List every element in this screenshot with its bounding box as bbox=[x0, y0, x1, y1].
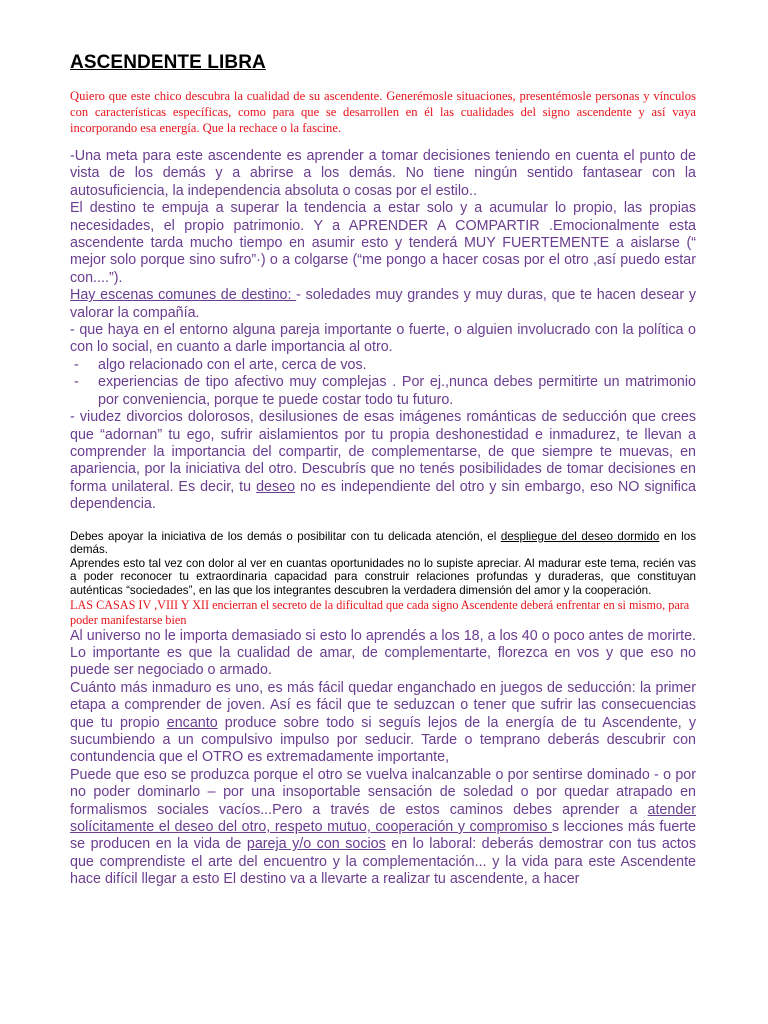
attend-desire-phrase: atender solícitamente el deseo del otro, respeto mutuo, cooperación y compromiso bbox=[70, 801, 696, 835]
paragraph-widowhood bbox=[70, 409, 696, 513]
paragraph-unreachable bbox=[70, 767, 696, 889]
widowhood-text-a: - viudez divorcios dolorosos, desilusiones de esas imágenes románticas de seducción que crees que “adornan” tu ego, sufrir aislamientos por tu propia deshonestidad e inmadurez, te llevan a comprender la importancia del compartir, de complementarse, de que siempre te muevas, en apariencia, por la iniciativa del otro. Descubrís que no tenés posibilidades de tomar decisiones en forma unilateral. Es decir, tu bbox=[70, 409, 696, 495]
paragraph-universe: Al universo no le importa demasiado si esto lo aprendés a los 18, a los 40 o poco antes de morirte. Lo importante es que la cualidad de amar, de complementarte, florezca en vos y que eso no puede ser negociado o armado. bbox=[70, 627, 696, 679]
document-page bbox=[70, 52, 696, 889]
common-scenes-text: - soledades muy grandes y muy duras, que te hacen desear y valorar la compañía. bbox=[70, 287, 696, 321]
desire-word: deseo bbox=[256, 478, 296, 495]
paragraph-goal: -Una meta para este ascendente es aprender a tomar decisiones teniendo en cuenta el punto de vista de los demás y a abrirse a los demás. No tiene ningún sentido fantasear con la autosuficiencia, la independencia absoluta o cosas por el estilo.. bbox=[70, 148, 696, 199]
dormant-desire-phrase: despliegue del deseo dormido bbox=[500, 529, 660, 543]
list-item-couple: - que haya en el entorno alguna pareja importante o fuerte, o alguien involucrado con la política o con lo social, en cuanto a darle importancia al otro. bbox=[70, 322, 696, 356]
intro-paragraph: Quiero que este chico descubra la cualidad de su ascendente. Generémosle situaciones, presentémosle personas y vínculos con características específicas, como para que se desarrollen en él las cualidades del signo ascendente y así vaya incorporando esa energía. Que la rechace o la fascine. bbox=[70, 89, 696, 135]
common-scenes-heading: Hay escenas comunes de destino: bbox=[70, 287, 297, 304]
list-item-affective bbox=[70, 374, 696, 409]
paragraph-common-scenes bbox=[70, 287, 696, 322]
immaturity-text-a: Cuánto más inmaduro es uno, es más fácil quedar enganchado en juegos de seducción: la primer etapa a comprender de joven. Así es fácil que te seduzcan o tener que sufrir las consecuencias que tu propio bbox=[70, 679, 696, 731]
support-text-b: en los demás. bbox=[70, 529, 696, 557]
paragraph-learning: Aprendes esto tal vez con dolor al ver en cuantas oportunidades no lo supiste apreciar. Al madurar este tema, recién vas a poder reconocer tu extraordinaria capacidad para construir relaciones profundas y duraderas, que constituyan auténticas “sociedades”, en las que los integrantes descubren la verdadera dimensión del amor y la cooperación. bbox=[70, 556, 696, 597]
paragraph-immaturity bbox=[70, 680, 696, 767]
unreachable-text-a: Puede que eso se produzca porque el otro se vuelva inalcanzable o por sentirse dominado - o por no poder dominarlo – por una insoportable sensación de soledad o por quedar atrapado en formalismos sociales vacíos...Pero a través de estos caminos debes aprender a bbox=[70, 766, 696, 818]
unreachable-text-c: en lo laboral: deberás demostrar con tus actos que comprendiste el arte del encuentro y la complementación... y la vida para este Ascendente hace difícil llegar a esto El destino va a llevarte a realizar tu ascendente, a hacer bbox=[70, 836, 696, 888]
charm-word: encanto bbox=[166, 714, 218, 731]
list-dash: - bbox=[74, 374, 79, 391]
list-item-art-text: algo relacionado con el arte, cerca de vos. bbox=[98, 356, 367, 373]
list-item-affective-text: experiencias de tipo afectivo muy complejas . Por ej.,nunca debes permitirte un matrimonio por conveniencia, porque te puede costar todo tu futuro. bbox=[98, 374, 696, 408]
document-title: ASCENDENTE LIBRA bbox=[70, 52, 266, 73]
paragraph-support-initiative bbox=[70, 530, 696, 557]
list-item-art bbox=[70, 357, 696, 374]
list-dash: - bbox=[74, 356, 79, 373]
houses-note: LAS CASAS IV ,VIII Y XII encierran el secreto de la dificultad que cada signo Ascendente deberá enfrentar en si mismo, para poder manifestarse bien bbox=[70, 597, 690, 627]
widowhood-text-b: no es independiente del otro y sin embargo, eso NO significa dependencia. bbox=[70, 478, 696, 513]
support-text-a: Debes apoyar la iniciativa de los demás o posibilitar con tu delicada atención, el bbox=[70, 529, 501, 543]
unreachable-text-b: s lecciones más fuerte se producen en la vida de bbox=[70, 818, 696, 853]
partner-phrase: pareja y/o con socios bbox=[246, 836, 386, 853]
paragraph-destiny: El destino te empuja a superar la tendencia a estar solo y a acumular lo propio, las propias necesidades, el propio patrimonio. Y a APRENDER A COMPARTIR .Emocionalmente esta ascendente tarda mucho tiempo en asumir esto y tenderá MUY FUERTEMENTE a aislarse (“ mejor solo porque sino sufro”·) o a colgarse (“me pongo a hacer cosas por el otro ,así puedo estar con....”). bbox=[70, 200, 696, 286]
immaturity-text-b: produce sobre todo si seguís lejos de la energía de tu Ascendente, y sucumbiendo a un compulsivo impulso por seducir. Tarde o temprano deberás descubrir con contundencia que el OTRO es extremadamente importante, bbox=[70, 714, 696, 766]
